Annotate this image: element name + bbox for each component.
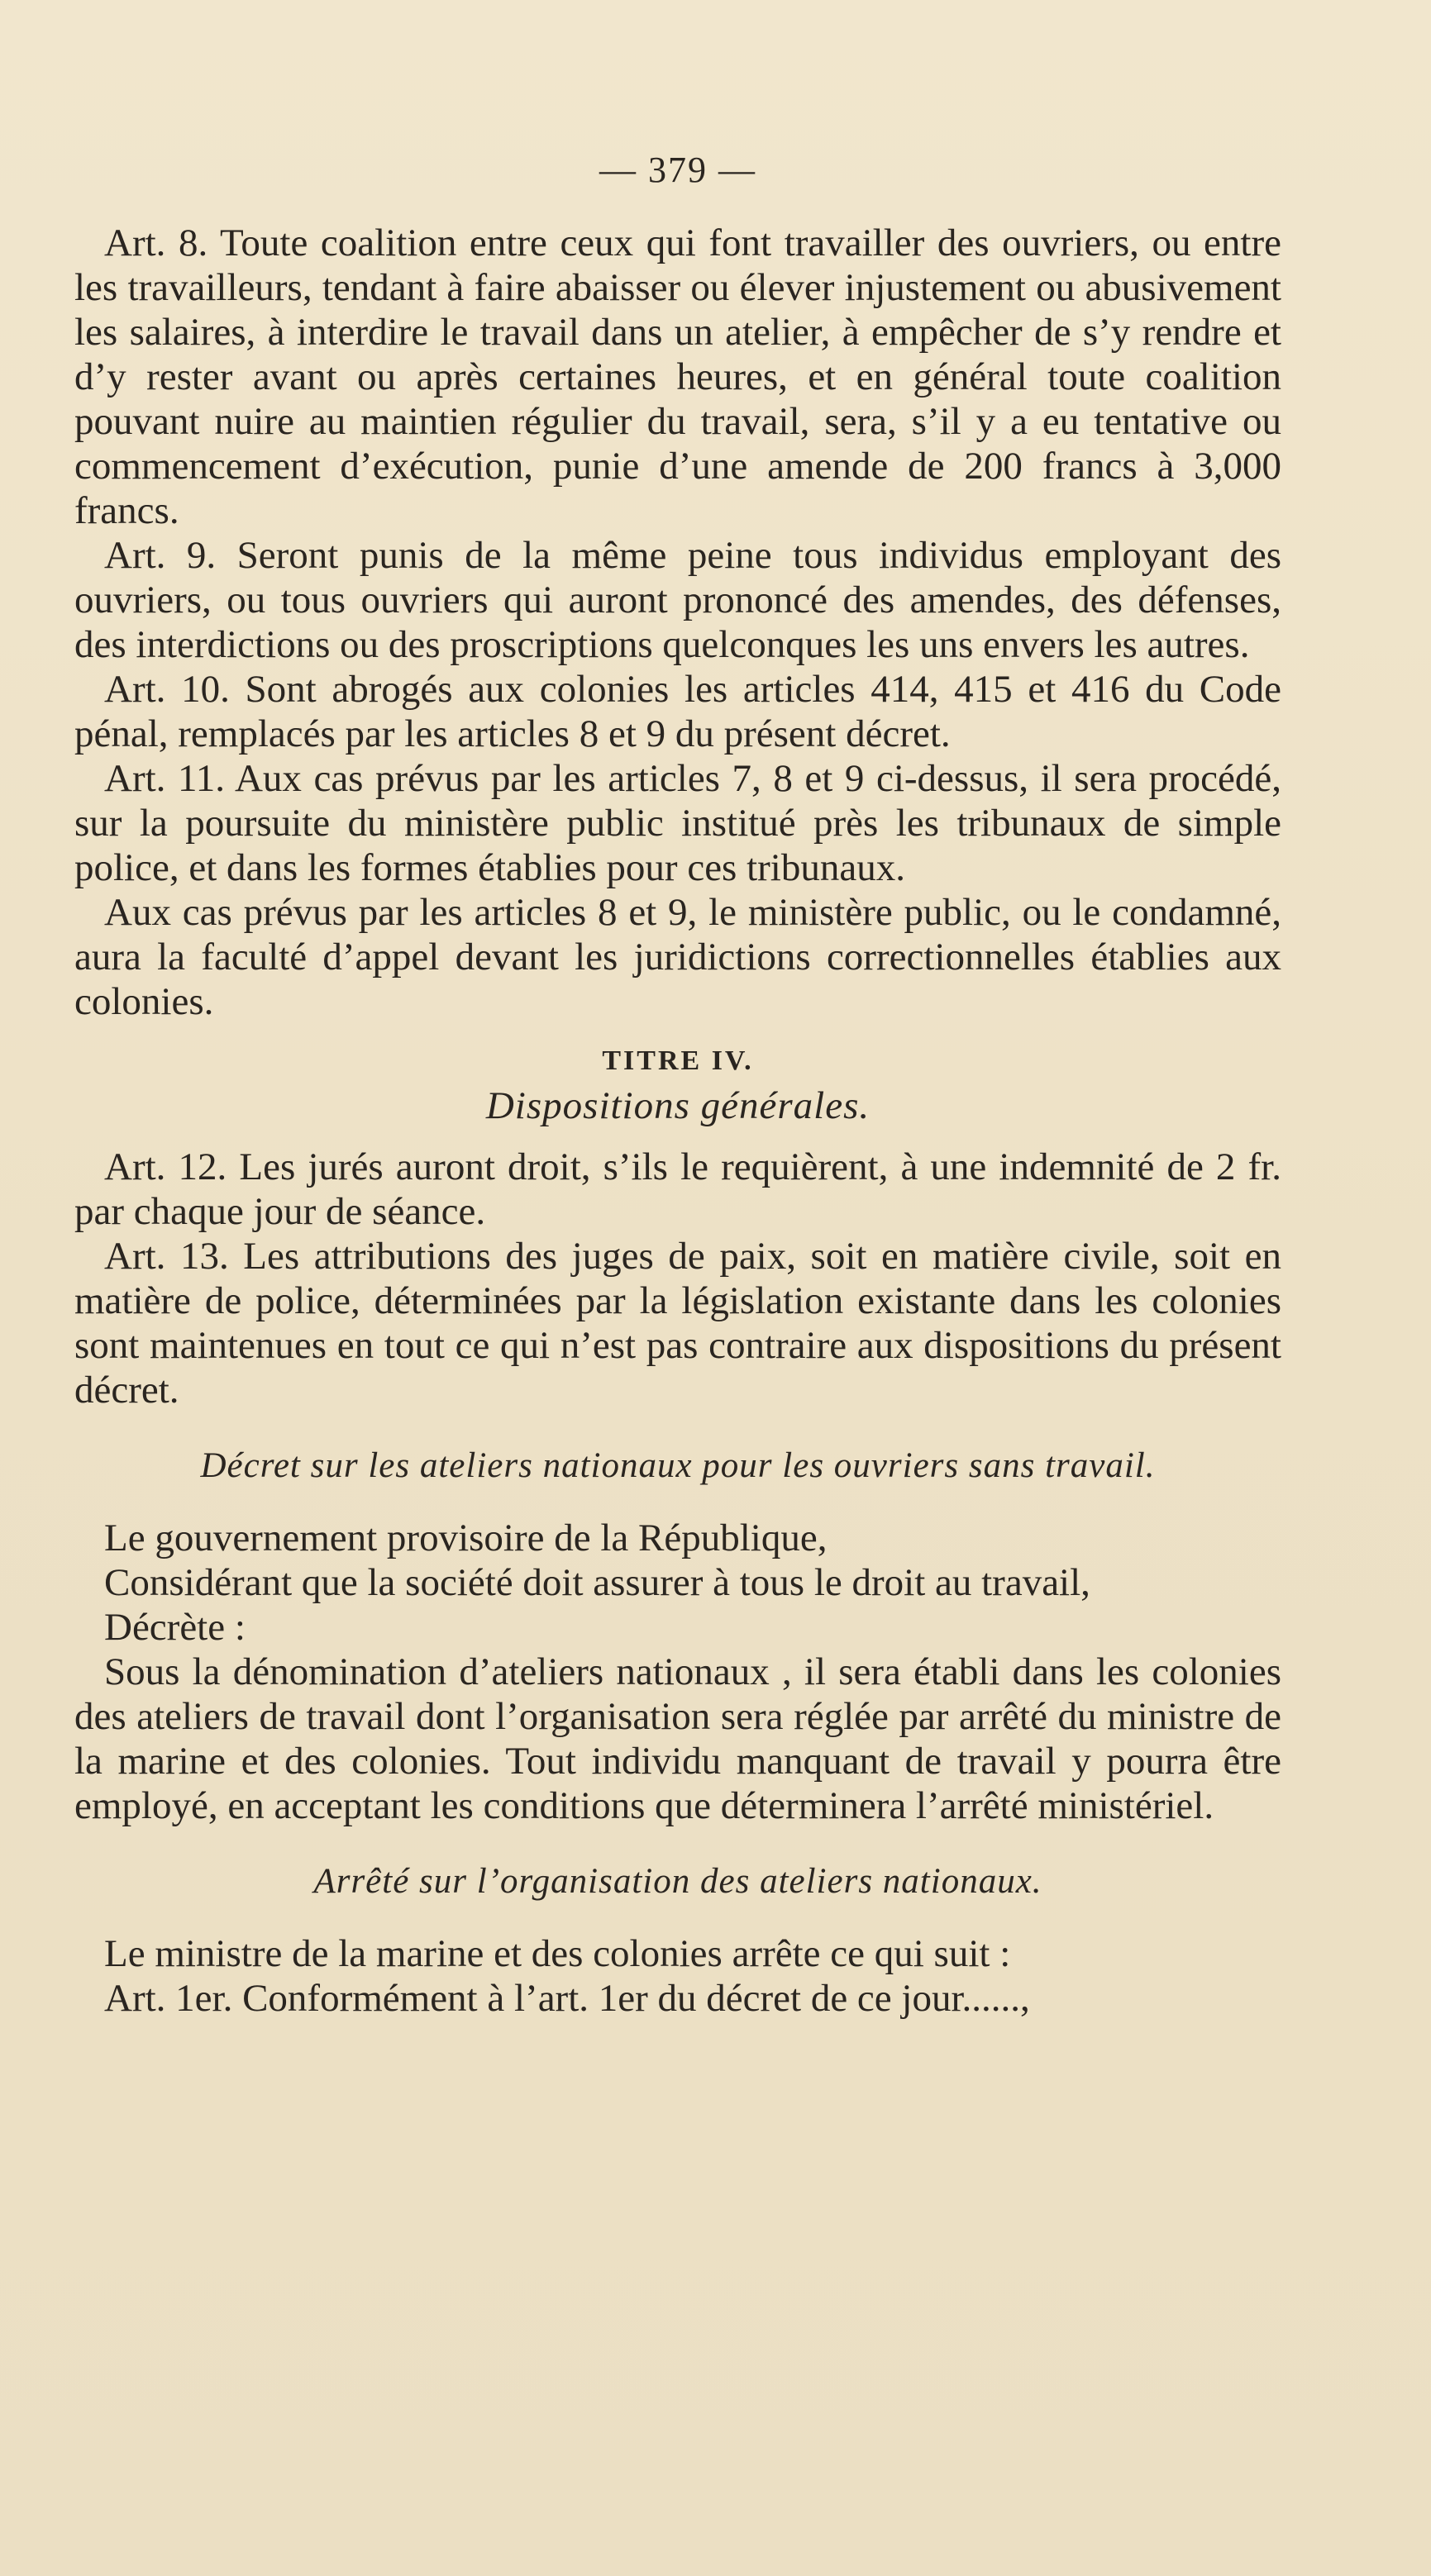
titre-heading: TITRE IV.: [602, 1045, 754, 1076]
decret-preamble: Le gouvernement provisoire de la République,: [104, 1517, 828, 1559]
article-9: Art. 9. Seront punis de la même peine tous individus employant des ouvriers, ou tous ouvriers qui auront prononcé des amendes, des défenses, des interdictions ou des proscriptions quelconques les uns envers les autres.: [74, 534, 1281, 666]
article-11-continued: Aux cas prévus par les articles 8 et 9, le ministère public, ou le condamné, aura la faculté d’appel devant les juridictions correctionnelles établies aux colonies.: [74, 891, 1281, 1023]
arrete-preamble: Le ministre de la marine et des colonies arrête ce qui suit :: [104, 1932, 1011, 1975]
decret-considerant: Considérant que la société doit assurer à tous le droit au travail,: [104, 1561, 1090, 1604]
page-number: — 379 —: [599, 150, 756, 190]
decret-body: Sous la dénomination d’ateliers nationaux , il sera établi dans les colonies des ateliers de travail dont l’organisation sera réglée par arrêté du ministre de la marine et des colonies. Tout individu manquant de travail y pourra être employé, en acceptant les conditions que déterminera l’arrêté ministériel.: [74, 1650, 1281, 1827]
arrete-title: Arrêté sur l’organisation des ateliers nationaux.: [313, 1862, 1042, 1901]
titre-subtitle: Dispositions générales.: [485, 1084, 871, 1127]
article-10: Art. 10. Sont abrogés aux colonies les articles 414, 415 et 416 du Code pénal, remplacés par les articles 8 et 9 du présent décret.: [74, 668, 1281, 755]
page-content: [74, 149, 1281, 2021]
decret-decrete: Décrète :: [104, 1606, 246, 1649]
article-12: Art. 12. Les jurés auront droit, s’ils le requièrent, à une indemnité de 2 fr. par chaque jour de séance.: [74, 1145, 1281, 1233]
decret-title: Décret sur les ateliers nationaux pour les ouvriers sans travail.: [200, 1446, 1156, 1485]
article-13: Art. 13. Les attributions des juges de paix, soit en matière civile, soit en matière de police, déterminées par la législation existante dans les colonies sont maintenues en tout ce qui n’est pas contraire aux dispositions du présent décret.: [74, 1235, 1281, 1412]
article-11: Art. 11. Aux cas prévus par les articles 7, 8 et 9 ci-dessus, il sera procédé, sur la poursuite du ministère public institué près les tribunaux de simple police, et dans les formes établies pour ces tribunaux.: [74, 757, 1281, 889]
arrete-article-1: Art. 1er. Conformément à l’art. 1er du décret de ce jour......,: [104, 1977, 1030, 2020]
article-8: Art. 8. Toute coalition entre ceux qui font travailler des ouvriers, ou entre les travailleurs, tendant à faire abaisser ou élever injustement ou abusivement les salaires, à interdire le travail dans un atelier, à empêcher de s’y rendre et d’y rester avant ou après certaines heures, et en général toute coalition pouvant nuire au maintien régulier du travail, sera, s’il y a eu tentative ou commencement d’exécution, punie d’une amende de 200 francs à 3,000 francs.: [74, 221, 1281, 532]
